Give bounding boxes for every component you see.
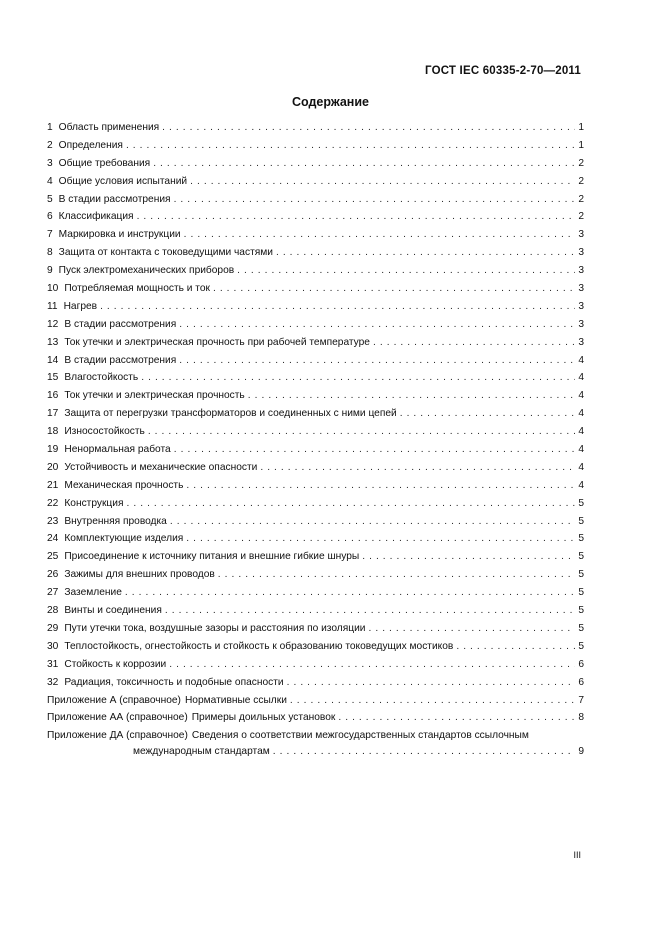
page-number: 2 [578, 193, 584, 205]
section-number: 27 [47, 587, 59, 599]
leader-dots [126, 498, 575, 509]
document-id: ГОСТ IEC 60335-2-70—2011 [425, 65, 581, 77]
toc-item-20[interactable] [47, 462, 584, 480]
page-number: 5 [578, 622, 584, 634]
section-number: 5 [47, 193, 53, 205]
toc-item-29[interactable] [47, 623, 584, 641]
section-title: Определения [58, 139, 123, 151]
page-number: 2 [578, 211, 584, 223]
leader-dots [126, 140, 575, 151]
section-title: Защита от перегрузки трансформаторов и соединенных с ними цепей [64, 408, 397, 420]
page-number: 5 [578, 605, 584, 617]
section-title: Нагрев [63, 300, 98, 312]
appendix-label: Приложение ДА (справочное) [47, 730, 188, 742]
toc-appendix-da[interactable] [47, 730, 584, 762]
leader-dots [170, 516, 575, 527]
toc-item-26[interactable] [47, 569, 584, 587]
section-number: 15 [47, 372, 59, 384]
page-number: 5 [578, 551, 584, 563]
section-number: 9 [47, 265, 53, 277]
section-number: 12 [47, 318, 59, 330]
leader-dots [169, 659, 575, 670]
page-number: 5 [578, 515, 584, 527]
leader-dots [148, 426, 576, 437]
leader-dots [362, 551, 575, 562]
leader-dots [162, 122, 575, 133]
leader-dots [290, 695, 575, 706]
page-number: 2 [578, 157, 584, 169]
section-title: Ток утечки и электрическая прочность [64, 390, 245, 402]
page-number: 9 [578, 746, 584, 758]
section-number: 11 [47, 300, 58, 312]
section-title: Влагостойкость [64, 372, 139, 384]
toc-item-23[interactable] [47, 516, 584, 534]
page-number: 6 [578, 658, 584, 670]
section-number: 6 [47, 211, 53, 223]
section-number: 1 [47, 122, 53, 133]
page-number: 5 [578, 497, 584, 509]
section-title: Внутренняя проводка [64, 515, 167, 527]
toc-item-8[interactable] [47, 247, 584, 265]
page-number: 5 [578, 533, 584, 545]
leader-dots [184, 229, 576, 240]
section-number: 4 [47, 175, 53, 187]
leader-dots [273, 746, 576, 757]
leader-dots [100, 301, 575, 312]
toc-item-3[interactable] [47, 158, 584, 176]
section-title: Пути утечки тока, воздушные зазоры и расстояния по изоляции [64, 622, 366, 634]
toc-appendix-a[interactable] [47, 695, 584, 713]
page-title: Содержание [291, 95, 369, 109]
section-title: В стадии рассмотрения [58, 193, 171, 205]
leader-dots [174, 444, 576, 455]
section-title: Заземление [64, 587, 122, 599]
page-number: 3 [578, 283, 584, 295]
section-title: Комплектующие изделия [64, 533, 184, 545]
toc-item-30[interactable] [47, 641, 584, 659]
section-title: Потребляемая мощность и ток [64, 283, 210, 295]
section-title: Механическая прочность [64, 479, 184, 491]
section-title: Пуск электромеханических приборов [58, 265, 235, 277]
section-number: 17 [47, 408, 59, 420]
leader-dots [153, 158, 575, 169]
toc-item-24[interactable] [47, 533, 584, 551]
page-number: 4 [578, 372, 584, 384]
toc-item-19[interactable] [47, 444, 584, 462]
section-number: 13 [47, 336, 59, 348]
page-number: 5 [578, 640, 584, 652]
section-number: 21 [47, 479, 59, 491]
section-number: 28 [47, 605, 59, 617]
leader-dots [456, 641, 575, 652]
page-number: 4 [578, 390, 584, 402]
footer-page-number: III [573, 850, 581, 860]
toc-item-10[interactable] [47, 283, 584, 301]
toc-item-15[interactable] [47, 372, 584, 390]
table-of-contents [47, 122, 584, 762]
page-number: 2 [578, 175, 584, 187]
leader-dots [237, 265, 575, 276]
leader-dots [179, 355, 575, 366]
section-title: Конструкция [64, 497, 124, 509]
section-number: 30 [47, 640, 59, 652]
section-title: Износостойкость [64, 426, 145, 438]
page-number: 4 [578, 461, 584, 473]
toc-item-9[interactable] [47, 265, 584, 283]
section-number: 14 [47, 354, 59, 366]
leader-dots [218, 569, 576, 580]
section-title: Классификация [58, 211, 134, 223]
leader-dots [141, 372, 575, 383]
page-number: 3 [578, 336, 584, 348]
leader-dots [260, 462, 575, 473]
page-number: 8 [578, 712, 584, 724]
section-number: 23 [47, 515, 59, 527]
section-number: 8 [47, 247, 53, 259]
page-number: 4 [578, 444, 584, 456]
leader-dots [276, 247, 575, 258]
page-number: 4 [578, 426, 584, 438]
page-number: 5 [578, 569, 584, 581]
leader-dots [400, 408, 576, 419]
page-number: 4 [578, 354, 584, 366]
section-number: 25 [47, 551, 59, 563]
page-number: 3 [578, 300, 584, 312]
section-number: 31 [47, 658, 59, 670]
section-title: В стадии рассмотрения [64, 354, 177, 366]
section-number: 3 [47, 157, 53, 169]
page-number: 1 [578, 122, 584, 133]
toc-item-13[interactable] [47, 337, 584, 355]
section-title: Ненормальная работа [64, 444, 171, 456]
page-number: 1 [578, 139, 584, 151]
leader-dots [190, 176, 575, 187]
section-title: Ток утечки и электрическая прочность при рабочей температуре [64, 336, 370, 348]
leader-dots [248, 390, 576, 401]
section-title: Общие требования [58, 157, 151, 169]
section-number: 16 [47, 390, 59, 402]
leader-dots [179, 319, 575, 330]
page-number: 7 [578, 694, 584, 706]
section-number: 18 [47, 426, 59, 438]
appendix-title-line2: международным стандартам [133, 746, 270, 758]
leader-dots [373, 337, 575, 348]
section-number: 20 [47, 461, 59, 473]
section-title: Общие условия испытаний [58, 175, 188, 187]
toc-item-2[interactable] [47, 140, 584, 158]
toc-sections [47, 122, 584, 695]
section-number: 2 [47, 139, 53, 151]
page-number: 3 [578, 247, 584, 259]
section-title: Стойкость к коррозии [64, 658, 167, 670]
toc-item-6[interactable] [47, 211, 584, 229]
toc-item-11[interactable] [47, 301, 584, 319]
page-number: 3 [578, 229, 584, 241]
appendix-title: Нормативные ссылки [184, 694, 287, 706]
section-number: 7 [47, 229, 53, 241]
section-title: Радиация, токсичность и подобные опасности [64, 676, 284, 688]
toc-item-32[interactable] [47, 677, 584, 695]
toc-item-25[interactable] [47, 551, 584, 569]
section-number: 22 [47, 497, 59, 509]
toc-item-5[interactable] [47, 194, 584, 212]
section-number: 24 [47, 533, 59, 545]
toc-item-31[interactable] [47, 659, 584, 677]
leader-dots [287, 677, 576, 688]
leader-dots [125, 587, 575, 598]
appendix-title-line1: Сведения о соответствии межгосударственных стандартов ссылочным [191, 730, 529, 742]
toc-item-4[interactable] [47, 176, 584, 194]
section-title: В стадии рассмотрения [64, 318, 177, 330]
section-title: Защита от контакта с токоведущими частями [58, 247, 273, 259]
toc-item-7[interactable] [47, 229, 584, 247]
section-title: Присоединение к источнику питания и внешние гибкие шнуры [64, 551, 360, 563]
page-number: 3 [578, 318, 584, 330]
appendix-label: Приложение АА (справочное) [47, 712, 188, 724]
section-title: Устойчивость и механические опасности [64, 461, 258, 473]
page-number: 4 [578, 408, 584, 420]
leader-dots [368, 623, 575, 634]
toc-item-16[interactable] [47, 390, 584, 408]
toc-item-21[interactable] [47, 480, 584, 498]
toc-appendix-aa[interactable] [47, 712, 584, 730]
leader-dots [165, 605, 575, 616]
leader-dots [174, 194, 576, 205]
leader-dots [338, 712, 575, 723]
section-title: Теплостойкость, огнестойкость и стойкость к образованию токоведущих мостиков [64, 640, 454, 652]
toc-item-18[interactable] [47, 426, 584, 444]
leader-dots [213, 283, 575, 294]
section-number: 32 [47, 676, 59, 688]
section-title: Маркировка и инструкции [58, 229, 181, 241]
toc-item-12[interactable] [47, 319, 584, 337]
section-number: 10 [47, 283, 59, 295]
leader-dots [186, 533, 575, 544]
leader-dots [186, 480, 575, 491]
toc-item-22[interactable] [47, 498, 584, 516]
section-number: 19 [47, 444, 59, 456]
section-title: Зажимы для внешних проводов [64, 569, 215, 581]
page-number: 4 [578, 479, 584, 491]
section-title: Винты и соединения [64, 605, 162, 617]
appendix-title: Примеры доильных установок [191, 712, 336, 724]
section-title: Область применения [58, 122, 160, 133]
page-number: 6 [578, 676, 584, 688]
leader-dots [137, 211, 576, 222]
page-number: 5 [578, 587, 584, 599]
toc-item-14[interactable] [47, 355, 584, 373]
toc-item-17[interactable] [47, 408, 584, 426]
section-number: 29 [47, 622, 59, 634]
toc-item-28[interactable] [47, 605, 584, 623]
toc-item-1[interactable] [47, 122, 584, 140]
section-number: 26 [47, 569, 59, 581]
toc-item-27[interactable] [47, 587, 584, 605]
page-number: 3 [578, 265, 584, 277]
appendix-label: Приложение А (справочное) [47, 694, 181, 706]
